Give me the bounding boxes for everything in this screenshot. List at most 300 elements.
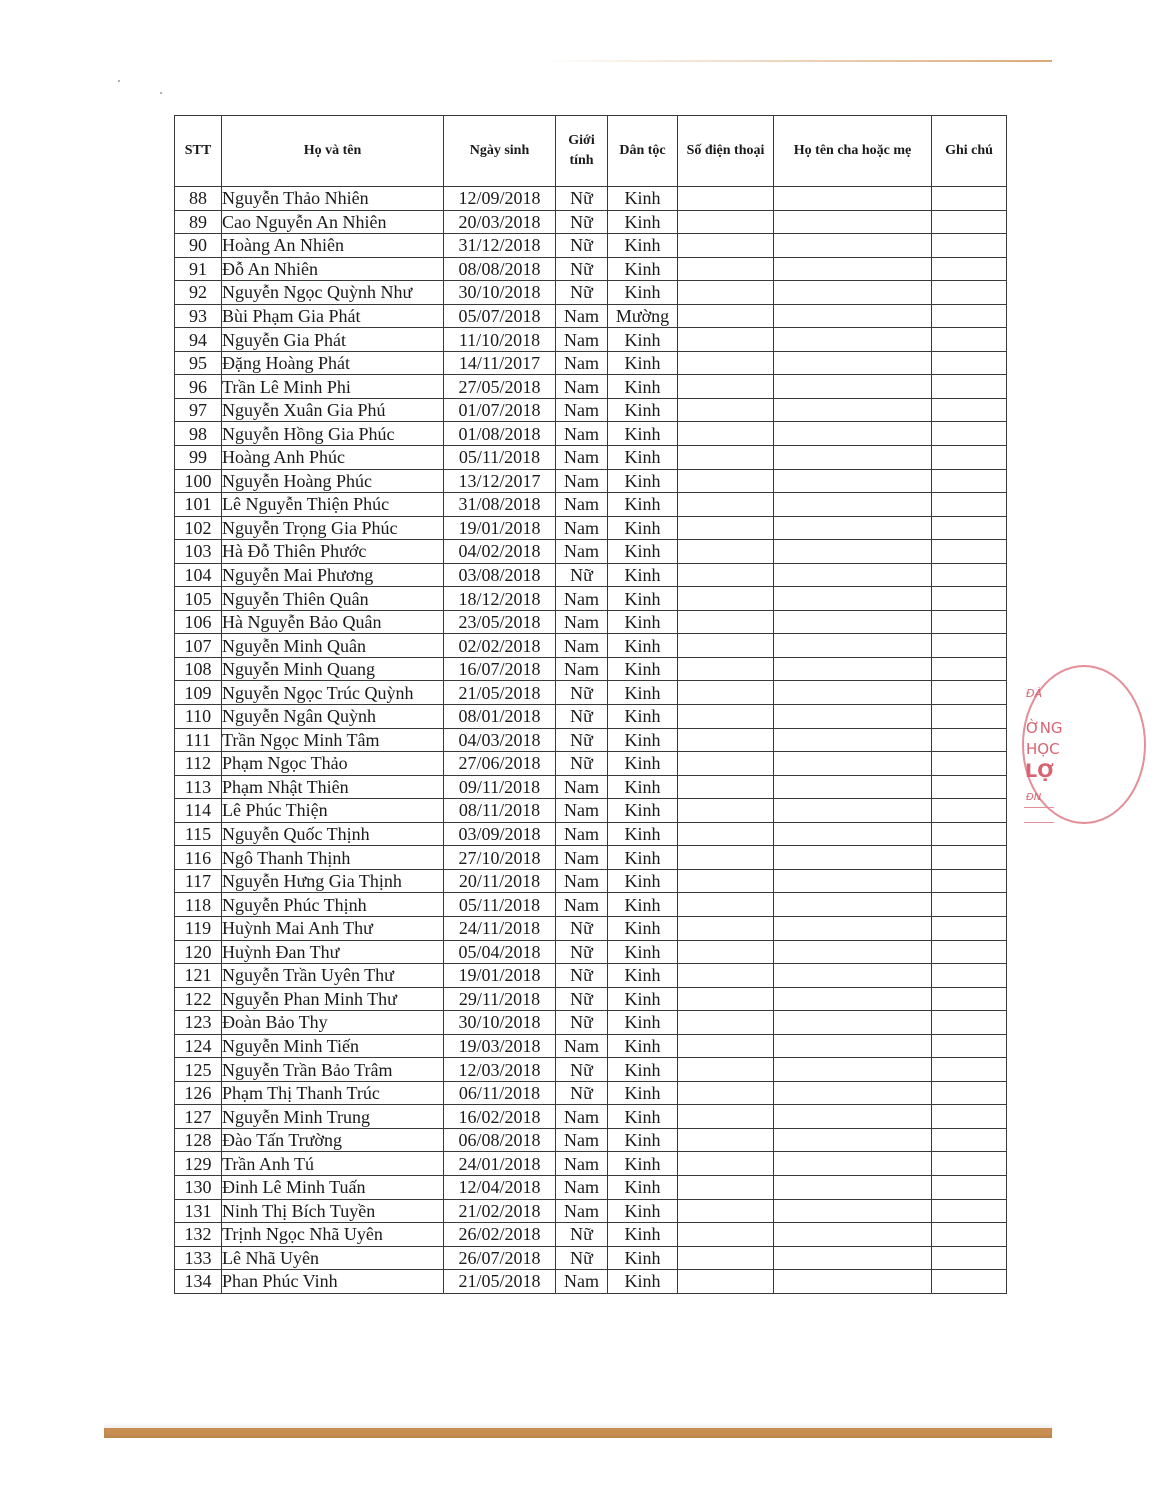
table-body <box>175 187 1007 1294</box>
cell-parent <box>774 728 932 752</box>
cell-phone <box>678 1034 774 1058</box>
cell-ethnicity: Kinh <box>608 587 678 611</box>
cell-phone <box>678 822 774 846</box>
school-stamp <box>1018 665 1068 825</box>
cell-name: Nguyễn Ngọc Quỳnh Như <box>222 281 444 305</box>
cell-name: Ngô Thanh Thịnh <box>222 846 444 870</box>
cell-ethnicity: Kinh <box>608 469 678 493</box>
cell-phone <box>678 234 774 258</box>
cell-dob: 08/11/2018 <box>444 799 556 823</box>
cell-ethnicity: Kinh <box>608 916 678 940</box>
paper-edge-bottom <box>104 1428 1052 1438</box>
cell-ethnicity: Kinh <box>608 187 678 211</box>
cell-note <box>932 681 1007 705</box>
cell-parent <box>774 1081 932 1105</box>
cell-gender: Nam <box>556 1128 608 1152</box>
cell-name: Nguyễn Ngọc Trúc Quỳnh <box>222 681 444 705</box>
cell-gender: Nam <box>556 1270 608 1294</box>
cell-name: Đỗ An Nhiên <box>222 257 444 281</box>
cell-ethnicity: Kinh <box>608 846 678 870</box>
cell-gender: Nam <box>556 869 608 893</box>
table-row <box>175 964 1007 988</box>
cell-phone <box>678 610 774 634</box>
table-row <box>175 1175 1007 1199</box>
cell-note <box>932 234 1007 258</box>
cell-phone <box>678 846 774 870</box>
table-row <box>175 775 1007 799</box>
table-row <box>175 304 1007 328</box>
cell-gender: Nữ <box>556 281 608 305</box>
cell-parent <box>774 869 932 893</box>
cell-note <box>932 705 1007 729</box>
cell-phone <box>678 187 774 211</box>
cell-stt: 134 <box>175 1270 222 1294</box>
cell-name: Nguyễn Gia Phát <box>222 328 444 352</box>
cell-stt: 131 <box>175 1199 222 1223</box>
cell-dob: 19/03/2018 <box>444 1034 556 1058</box>
cell-ethnicity: Kinh <box>608 705 678 729</box>
cell-name: Nguyễn Ngân Quỳnh <box>222 705 444 729</box>
stamp-text-4: LỢ <box>1025 760 1054 782</box>
cell-phone <box>678 446 774 470</box>
cell-dob: 08/08/2018 <box>444 257 556 281</box>
stamp-text-2: ỜNG <box>1026 719 1063 737</box>
cell-name: Huỳnh Mai Anh Thư <box>222 916 444 940</box>
cell-dob: 27/10/2018 <box>444 846 556 870</box>
cell-gender: Nam <box>556 351 608 375</box>
cell-parent <box>774 1270 932 1294</box>
cell-name: Nguyễn Hoàng Phúc <box>222 469 444 493</box>
cell-phone <box>678 1223 774 1247</box>
cell-phone <box>678 1175 774 1199</box>
cell-note <box>932 1246 1007 1270</box>
cell-ethnicity: Kinh <box>608 1152 678 1176</box>
cell-name: Lê Nhã Uyên <box>222 1246 444 1270</box>
cell-gender: Nam <box>556 304 608 328</box>
cell-note <box>932 657 1007 681</box>
cell-name: Nguyễn Xuân Gia Phú <box>222 398 444 422</box>
cell-note <box>932 916 1007 940</box>
cell-parent <box>774 634 932 658</box>
cell-ethnicity: Kinh <box>608 281 678 305</box>
cell-note <box>932 540 1007 564</box>
table-row <box>175 257 1007 281</box>
cell-dob: 21/02/2018 <box>444 1199 556 1223</box>
header-gender-line2: tính <box>569 153 594 168</box>
cell-phone <box>678 657 774 681</box>
cell-dob: 27/05/2018 <box>444 375 556 399</box>
cell-note <box>932 187 1007 211</box>
cell-note <box>932 799 1007 823</box>
cell-stt: 110 <box>175 705 222 729</box>
table-row <box>175 846 1007 870</box>
cell-gender: Nam <box>556 610 608 634</box>
cell-ethnicity: Kinh <box>608 940 678 964</box>
cell-gender: Nữ <box>556 964 608 988</box>
cell-phone <box>678 728 774 752</box>
table-row <box>175 446 1007 470</box>
cell-note <box>932 469 1007 493</box>
cell-gender: Nữ <box>556 1081 608 1105</box>
cell-gender: Nữ <box>556 728 608 752</box>
cell-dob: 27/06/2018 <box>444 752 556 776</box>
header-phone: Số điện thoại <box>678 116 774 187</box>
table-row <box>175 1128 1007 1152</box>
cell-ethnicity: Kinh <box>608 822 678 846</box>
cell-gender: Nữ <box>556 1058 608 1082</box>
cell-note <box>932 634 1007 658</box>
cell-dob: 08/01/2018 <box>444 705 556 729</box>
cell-ethnicity: Kinh <box>608 1246 678 1270</box>
cell-stt: 116 <box>175 846 222 870</box>
cell-name: Đoàn Bảo Thy <box>222 1011 444 1035</box>
cell-gender: Nam <box>556 1034 608 1058</box>
cell-gender: Nam <box>556 540 608 564</box>
header-dob: Ngày sinh <box>444 116 556 187</box>
table-row <box>175 1105 1007 1129</box>
cell-stt: 103 <box>175 540 222 564</box>
header-note: Ghi chú <box>932 116 1007 187</box>
table-header-row <box>175 116 1007 187</box>
cell-gender: Nam <box>556 775 608 799</box>
table-row <box>175 1223 1007 1247</box>
cell-parent <box>774 516 932 540</box>
table-row <box>175 940 1007 964</box>
cell-gender: Nam <box>556 1105 608 1129</box>
cell-parent <box>774 657 932 681</box>
cell-gender: Nam <box>556 469 608 493</box>
cell-note <box>932 516 1007 540</box>
cell-gender: Nữ <box>556 916 608 940</box>
cell-phone <box>678 775 774 799</box>
cell-stt: 113 <box>175 775 222 799</box>
cell-phone <box>678 493 774 517</box>
cell-phone <box>678 869 774 893</box>
cell-stt: 111 <box>175 728 222 752</box>
cell-gender: Nam <box>556 634 608 658</box>
cell-dob: 20/03/2018 <box>444 210 556 234</box>
cell-phone <box>678 540 774 564</box>
cell-note <box>932 1105 1007 1129</box>
cell-parent <box>774 1034 932 1058</box>
cell-name: Nguyễn Quốc Thịnh <box>222 822 444 846</box>
cell-stt: 93 <box>175 304 222 328</box>
cell-name: Nguyễn Minh Tiến <box>222 1034 444 1058</box>
cell-ethnicity: Kinh <box>608 446 678 470</box>
cell-stt: 102 <box>175 516 222 540</box>
cell-dob: 03/08/2018 <box>444 563 556 587</box>
cell-parent <box>774 587 932 611</box>
table-row <box>175 705 1007 729</box>
cell-ethnicity: Kinh <box>608 540 678 564</box>
cell-phone <box>678 681 774 705</box>
table-row <box>175 375 1007 399</box>
cell-gender: Nam <box>556 1199 608 1223</box>
cell-dob: 18/12/2018 <box>444 587 556 611</box>
cell-stt: 130 <box>175 1175 222 1199</box>
cell-parent <box>774 422 932 446</box>
cell-gender: Nam <box>556 375 608 399</box>
cell-name: Đinh Lê Minh Tuấn <box>222 1175 444 1199</box>
cell-stt: 129 <box>175 1152 222 1176</box>
cell-gender: Nữ <box>556 705 608 729</box>
cell-name: Nguyễn Minh Quang <box>222 657 444 681</box>
cell-dob: 05/04/2018 <box>444 940 556 964</box>
cell-stt: 92 <box>175 281 222 305</box>
table-row <box>175 634 1007 658</box>
cell-note <box>932 752 1007 776</box>
cell-phone <box>678 422 774 446</box>
cell-name: Hà Nguyễn Bảo Quân <box>222 610 444 634</box>
cell-stt: 126 <box>175 1081 222 1105</box>
cell-name: Phạm Nhật Thiên <box>222 775 444 799</box>
cell-name: Trần Anh Tú <box>222 1152 444 1176</box>
cell-parent <box>774 1128 932 1152</box>
table-row <box>175 916 1007 940</box>
cell-gender: Nữ <box>556 257 608 281</box>
cell-dob: 13/12/2017 <box>444 469 556 493</box>
cell-gender: Nữ <box>556 1246 608 1270</box>
cell-gender: Nam <box>556 516 608 540</box>
cell-parent <box>774 187 932 211</box>
cell-stt: 115 <box>175 822 222 846</box>
table-row <box>175 610 1007 634</box>
cell-dob: 05/07/2018 <box>444 304 556 328</box>
cell-ethnicity: Kinh <box>608 1199 678 1223</box>
cell-note <box>932 446 1007 470</box>
cell-parent <box>774 1105 932 1129</box>
cell-phone <box>678 1011 774 1035</box>
cell-gender: Nam <box>556 1152 608 1176</box>
cell-parent <box>774 398 932 422</box>
cell-phone <box>678 940 774 964</box>
cell-name: Hoàng An Nhiên <box>222 234 444 258</box>
cell-note <box>932 987 1007 1011</box>
cell-phone <box>678 987 774 1011</box>
cell-parent <box>774 987 932 1011</box>
cell-parent <box>774 281 932 305</box>
cell-dob: 12/03/2018 <box>444 1058 556 1082</box>
cell-stt: 100 <box>175 469 222 493</box>
cell-name: Hoàng Anh Phúc <box>222 446 444 470</box>
cell-ethnicity: Kinh <box>608 1011 678 1035</box>
cell-name: Huỳnh Đan Thư <box>222 940 444 964</box>
cell-stt: 90 <box>175 234 222 258</box>
cell-dob: 19/01/2018 <box>444 516 556 540</box>
cell-ethnicity: Kinh <box>608 1270 678 1294</box>
table-row <box>175 728 1007 752</box>
cell-dob: 24/11/2018 <box>444 916 556 940</box>
cell-note <box>932 869 1007 893</box>
cell-note <box>932 775 1007 799</box>
cell-note <box>932 210 1007 234</box>
table-row <box>175 822 1007 846</box>
cell-gender: Nữ <box>556 681 608 705</box>
cell-parent <box>774 257 932 281</box>
cell-stt: 91 <box>175 257 222 281</box>
table-row <box>175 210 1007 234</box>
scan-speck <box>118 80 120 82</box>
stamp-text-3: HỌC <box>1026 740 1060 758</box>
cell-gender: Nữ <box>556 987 608 1011</box>
cell-name: Phan Phúc Vinh <box>222 1270 444 1294</box>
cell-gender: Nữ <box>556 940 608 964</box>
cell-dob: 02/02/2018 <box>444 634 556 658</box>
cell-name: Cao Nguyễn An Nhiên <box>222 210 444 234</box>
cell-parent <box>774 446 932 470</box>
cell-stt: 109 <box>175 681 222 705</box>
cell-dob: 26/02/2018 <box>444 1223 556 1247</box>
cell-name: Phạm Thị Thanh Trúc <box>222 1081 444 1105</box>
cell-ethnicity: Kinh <box>608 634 678 658</box>
table-row <box>175 799 1007 823</box>
cell-stt: 95 <box>175 351 222 375</box>
cell-stt: 132 <box>175 1223 222 1247</box>
cell-note <box>932 1199 1007 1223</box>
cell-stt: 112 <box>175 752 222 776</box>
cell-name: Nguyễn Mai Phương <box>222 563 444 587</box>
cell-note <box>932 257 1007 281</box>
cell-stt: 96 <box>175 375 222 399</box>
cell-stt: 120 <box>175 940 222 964</box>
cell-name: Nguyễn Trần Uyên Thư <box>222 964 444 988</box>
cell-dob: 31/12/2018 <box>444 234 556 258</box>
table-row <box>175 681 1007 705</box>
cell-dob: 20/11/2018 <box>444 869 556 893</box>
cell-note <box>932 398 1007 422</box>
table-row <box>175 351 1007 375</box>
cell-gender: Nữ <box>556 210 608 234</box>
cell-parent <box>774 328 932 352</box>
cell-phone <box>678 799 774 823</box>
header-ethnicity: Dân tộc <box>608 116 678 187</box>
cell-parent <box>774 964 932 988</box>
cell-ethnicity: Kinh <box>608 1058 678 1082</box>
cell-name: Phạm Ngọc Thảo <box>222 752 444 776</box>
cell-name: Nguyễn Thảo Nhiên <box>222 187 444 211</box>
cell-parent <box>774 752 932 776</box>
cell-dob: 31/08/2018 <box>444 493 556 517</box>
cell-dob: 29/11/2018 <box>444 987 556 1011</box>
cell-stt: 121 <box>175 964 222 988</box>
cell-phone <box>678 304 774 328</box>
cell-note <box>932 610 1007 634</box>
cell-name: Nguyễn Trần Bảo Trâm <box>222 1058 444 1082</box>
cell-dob: 01/08/2018 <box>444 422 556 446</box>
cell-name: Trần Lê Minh Phi <box>222 375 444 399</box>
cell-parent <box>774 1011 932 1035</box>
cell-stt: 106 <box>175 610 222 634</box>
cell-gender: Nam <box>556 493 608 517</box>
cell-note <box>932 375 1007 399</box>
header-parent: Họ tên cha hoặc mẹ <box>774 116 932 187</box>
cell-phone <box>678 351 774 375</box>
cell-gender: Nữ <box>556 234 608 258</box>
cell-phone <box>678 634 774 658</box>
cell-name: Lê Nguyễn Thiện Phúc <box>222 493 444 517</box>
table-row <box>175 493 1007 517</box>
cell-stt: 89 <box>175 210 222 234</box>
cell-phone <box>678 964 774 988</box>
cell-stt: 101 <box>175 493 222 517</box>
table-row <box>175 422 1007 446</box>
cell-note <box>932 846 1007 870</box>
cell-stt: 133 <box>175 1246 222 1270</box>
cell-stt: 125 <box>175 1058 222 1082</box>
cell-name: Hà Đỗ Thiên Phước <box>222 540 444 564</box>
header-name: Họ và tên <box>222 116 444 187</box>
cell-phone <box>678 1128 774 1152</box>
cell-name: Nguyễn Trọng Gia Phúc <box>222 516 444 540</box>
cell-dob: 05/11/2018 <box>444 446 556 470</box>
table-row <box>175 893 1007 917</box>
table-row <box>175 398 1007 422</box>
cell-stt: 104 <box>175 563 222 587</box>
cell-gender: Nam <box>556 893 608 917</box>
cell-gender: Nam <box>556 587 608 611</box>
cell-dob: 30/10/2018 <box>444 281 556 305</box>
cell-note <box>932 1011 1007 1035</box>
stamp-lines <box>1024 807 1054 823</box>
table-row <box>175 187 1007 211</box>
cell-ethnicity: Mường <box>608 304 678 328</box>
student-roster-table <box>174 115 1007 1294</box>
cell-note <box>932 587 1007 611</box>
cell-stt: 88 <box>175 187 222 211</box>
cell-name: Nguyễn Phúc Thịnh <box>222 893 444 917</box>
cell-parent <box>774 375 932 399</box>
cell-parent <box>774 234 932 258</box>
cell-stt: 98 <box>175 422 222 446</box>
cell-phone <box>678 752 774 776</box>
cell-dob: 19/01/2018 <box>444 964 556 988</box>
table-row <box>175 281 1007 305</box>
table-row <box>175 516 1007 540</box>
table-row <box>175 328 1007 352</box>
cell-gender: Nam <box>556 799 608 823</box>
cell-name: Nguyễn Minh Quân <box>222 634 444 658</box>
table-row <box>175 540 1007 564</box>
header-stt: STT <box>175 116 222 187</box>
cell-dob: 24/01/2018 <box>444 1152 556 1176</box>
cell-stt: 118 <box>175 893 222 917</box>
cell-note <box>932 1223 1007 1247</box>
cell-parent <box>774 304 932 328</box>
cell-dob: 05/11/2018 <box>444 893 556 917</box>
cell-note <box>932 281 1007 305</box>
cell-note <box>932 728 1007 752</box>
cell-note <box>932 964 1007 988</box>
cell-ethnicity: Kinh <box>608 493 678 517</box>
cell-parent <box>774 1246 932 1270</box>
cell-dob: 04/02/2018 <box>444 540 556 564</box>
cell-note <box>932 940 1007 964</box>
cell-phone <box>678 375 774 399</box>
cell-note <box>932 1128 1007 1152</box>
cell-gender: Nữ <box>556 1011 608 1035</box>
cell-ethnicity: Kinh <box>608 516 678 540</box>
table-row <box>175 1034 1007 1058</box>
cell-parent <box>774 210 932 234</box>
cell-phone <box>678 328 774 352</box>
cell-dob: 16/07/2018 <box>444 657 556 681</box>
table-row <box>175 1081 1007 1105</box>
header-gender-line1: Giới <box>568 133 595 148</box>
cell-parent <box>774 893 932 917</box>
cell-parent <box>774 705 932 729</box>
cell-stt: 128 <box>175 1128 222 1152</box>
cell-gender: Nam <box>556 446 608 470</box>
